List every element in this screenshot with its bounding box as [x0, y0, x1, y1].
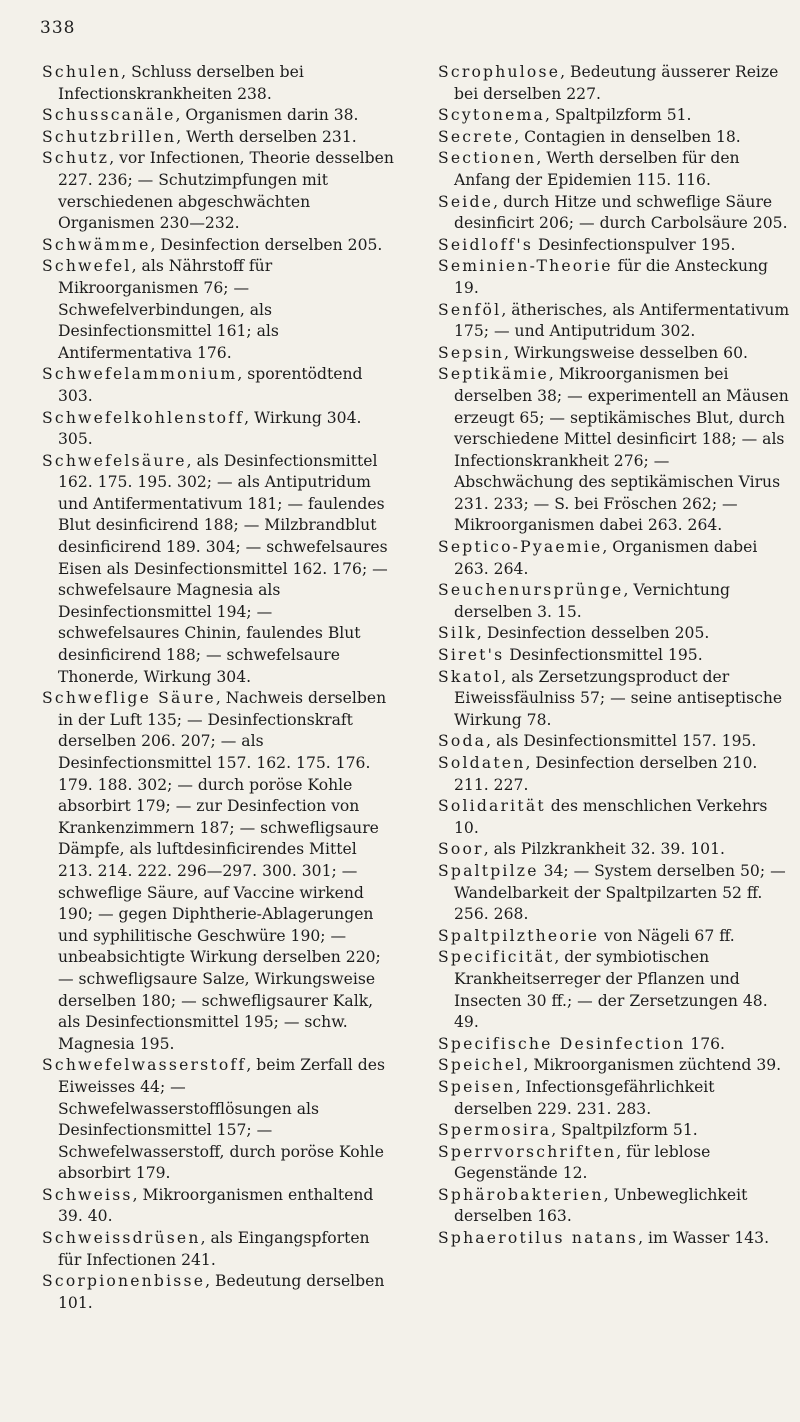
index-entry	[42, 105, 394, 127]
index-entry	[438, 1142, 790, 1185]
index-entry-text: , Desinfection desselben 205.	[476, 624, 710, 643]
index-entry	[438, 235, 790, 257]
index-entry-text: , beim Zerfall des Eiweisses 44; — Schwefelwasserstofflösungen als Desinfectionsmittel 157; — Schwefelwasserstoff, durch poröse Kohle absorbirt 179.	[58, 1056, 385, 1183]
index-entry-head: Seuchenursprünge	[438, 581, 624, 600]
index-entry-text: , Organismen darin 38.	[175, 106, 359, 125]
index-entry-text: , als Zersetzungsproduct der Eiweissfäulniss 57; — seine antiseptische Wirkung 78.	[454, 667, 783, 729]
index-entry	[438, 947, 790, 1033]
index-entry-text: , der symbiotischen Krankheitserreger der Pflanzen und Insecten 30 ff.; — der Zersetzungen 48. 49.	[454, 948, 768, 1032]
index-entry-head: Septico-Pyaemie	[438, 538, 603, 557]
index-entry	[438, 796, 790, 839]
index-entry-text: , Mikroorganismen enthaltend 39. 40.	[58, 1185, 374, 1226]
index-entry	[438, 256, 790, 299]
index-entry	[438, 1228, 790, 1250]
index-entry	[438, 127, 790, 149]
page-number: 338	[40, 18, 76, 38]
index-entry	[438, 105, 790, 127]
index-entry-text: des menschlichen Verkehrs 10.	[454, 797, 768, 837]
index-entry	[438, 1120, 790, 1142]
index-entry-head: Schulen	[42, 63, 122, 81]
index-entry-head: Solidarität	[438, 797, 546, 816]
index-entry-head: Soda	[438, 732, 487, 751]
index-entry-text: , im Wasser 143.	[638, 1229, 770, 1248]
index-entry-head: Schwefelwasserstoff	[42, 1056, 247, 1075]
index-entry-text: , Bedeutung äusserer Reize bei derselben 227.	[454, 63, 779, 103]
index-entry-head: Silk	[438, 624, 477, 643]
index-entry-text: für die Ansteckung 19.	[454, 257, 769, 297]
index-entry-head: Schwefelammonium	[42, 365, 238, 384]
index-entry	[438, 731, 790, 753]
index-entry-text: 176.	[685, 1034, 726, 1053]
index-entry-text: , Schluss derselben bei Infectionskrankheiten 238.	[58, 63, 304, 103]
index-entry	[42, 364, 394, 407]
index-entry	[42, 127, 394, 149]
index-entry-head: Skatol	[438, 667, 502, 686]
index-entry	[438, 364, 790, 537]
index-entry-text: , Desinfection derselben 210. 211. 227.	[454, 754, 758, 794]
index-entry-text: , Wirkung 304. 305.	[58, 408, 362, 449]
index-entry	[42, 688, 394, 1055]
index-entry	[438, 148, 790, 191]
index-entry-head: Scytonema	[438, 106, 546, 125]
index-entry-text: , Spaltpilzform 51.	[545, 106, 692, 125]
index-entry	[438, 667, 790, 732]
index-entry-head: Seminien-Theorie	[438, 257, 613, 276]
index-entry-text: , Bedeutung derselben 101.	[58, 1272, 385, 1312]
index-entry-text: , durch Hitze und schweflige Säure desinficirt 206; — durch Carbolsäure 205.	[454, 192, 788, 233]
index-entry-head: Speichel	[438, 1056, 524, 1075]
index-entry-head: Schutz	[42, 149, 110, 168]
index-entry-text: 34; — System derselben 50; — Wandelbarkeit der Spaltpilzarten 52 ff. 256. 268.	[454, 861, 786, 924]
index-entry	[42, 1055, 394, 1185]
index-entry	[438, 343, 790, 365]
index-entry-head: Spaltpilze	[438, 861, 539, 880]
index-entry-head: Sphaerotilus natans	[438, 1229, 639, 1248]
index-entry-text: , als Desinfectionsmittel 157. 195.	[486, 732, 757, 751]
index-entry-head: Sphärobakterien	[438, 1185, 604, 1204]
index-entry-head: Sperrvorschriften	[438, 1142, 617, 1161]
index-entry-text: , vor Infectionen, Theorie desselben 227. 236; — Schutzimpfungen mit verschiedenen abgeschwächten Organismen 230—232.	[58, 149, 394, 233]
index-entry-head: Scrophulose	[438, 63, 561, 81]
index-entry-head: Specifische Desinfection	[438, 1034, 686, 1053]
index-entry-head: Seidloff's	[438, 235, 534, 254]
index-entry-text: Desinfectionspulver 195.	[533, 235, 736, 254]
index-entry	[438, 1185, 790, 1228]
index-entry-text: , Contagien in denselben 18.	[514, 127, 741, 146]
index-entry-text: , Mikroorganismen züchtend 39.	[523, 1056, 782, 1075]
index-entry-text: , Nachweis derselben in der Luft 135; — Desinfectionskraft derselben 206. 207; — als Desinfectionsmittel 157. 162. 175. 176. 179. 188. 302; — durch poröse Kohle absorbirt 179; — zur Desinfection von Krankenzimmern 187; — schwefligsaure Dämpfe, als luftdesinficirendes Mittel 213. 214. 222. 296—297. 300. 301; — schweflige Säure, auf Vaccine wirkend 190; — gegen Diphtherie-Ablagerungen und syphilitische Geschwüre 190; — unbeabsichtigte Wirkung derselben 220; — schwefligsaure Salze, Wirkungsweise derselben 180; — schwefligsaurer Kalk, als Desinfectionsmittel 195; — schw. Magnesia 195.	[58, 689, 387, 1053]
index-entry-text: , Unbeweglichkeit derselben 163.	[454, 1185, 748, 1226]
index-entry	[438, 753, 790, 796]
index-entry	[438, 1034, 790, 1056]
index-entry-text: , sporentödtend 303.	[58, 365, 363, 405]
index-entry-head: Siret's	[438, 646, 505, 665]
index-entry	[42, 148, 394, 234]
index-entry-text: , für leblose Gegenstände 12.	[454, 1142, 711, 1183]
index-entry-text: von Nägeli 67 ff.	[599, 926, 735, 945]
index-entry	[438, 861, 790, 926]
index-entry	[438, 537, 790, 580]
index-entry-text: , Organismen dabei 263. 264.	[454, 538, 758, 578]
index-entry-head: Sectionen	[438, 149, 537, 168]
index-entry-head: Soldaten	[438, 754, 526, 772]
index-entry-text: , Desinfection derselben 205.	[150, 235, 383, 254]
index-entry-text: Desinfectionsmittel 195.	[504, 646, 703, 665]
index-entry-head: Spaltpilztheorie	[438, 926, 600, 945]
index-entry-text: , als Desinfectionsmittel 162. 175. 195. 302; — als Antiputridum und Antifermentativum 181; — faulendes Blut desinficirend 188; — Milzbrandblut desinficirend 189. 304; — schwefelsaures Eisen als Desinfectionsmittel 162. 176; — schwefelsaure Magnesia als Desinfectionsmittel 194; — schwefelsaures Chinin, faulendes Blut desinficirend 188; — schwefelsaure Thonerde, Wirkung 304.	[58, 451, 388, 686]
index-entry-head: Seide	[438, 192, 494, 211]
index-entry-head: Schweiss	[42, 1185, 133, 1204]
index-entry	[42, 256, 394, 364]
index-entry-head: Schweflige Säure	[42, 689, 216, 708]
index-entry	[438, 926, 790, 948]
index-entry	[438, 1077, 790, 1120]
index-entry	[438, 839, 790, 861]
index-entry-head: Schweissdrüsen	[42, 1229, 201, 1248]
index-column-left	[42, 62, 394, 1314]
index-entry	[42, 1228, 394, 1271]
index-entry-text: , Wirkungsweise desselben 60.	[504, 343, 748, 362]
index-entry-head: Soor	[438, 840, 484, 859]
index-entry-head: Scorpionenbisse	[42, 1272, 206, 1291]
index-entry-text: , Vernichtung derselben 3. 15.	[454, 581, 731, 621]
index-entry-head: Schwämme	[42, 235, 151, 254]
index-entry-text: , als Nährstoff für Mikroorganismen 76; — Schwefelverbindungen, als Desinfectionsmittel 161; als Antifermentativa 176.	[58, 257, 279, 362]
index-entry	[438, 192, 790, 235]
index-entry	[438, 623, 790, 645]
index-entry-head: Specificität	[438, 948, 555, 967]
index-entry-head: Schwefelkohlenstoff	[42, 408, 245, 427]
index-entry	[42, 235, 394, 257]
index-entry	[438, 645, 790, 667]
index-entry-text: , als Pilzkrankheit 32. 39. 101.	[483, 840, 725, 859]
index-entry-head: Schusscanäle	[42, 106, 176, 125]
index-entry	[42, 62, 394, 105]
index-entry-head: Speisen	[438, 1077, 516, 1096]
index-entry	[42, 1271, 394, 1314]
index-entry-text: , Werth derselben für den Anfang der Epidemien 115. 116.	[454, 149, 740, 189]
index-entry-head: Septikämie	[438, 365, 549, 384]
index-entry-head: Schutzbrillen	[42, 127, 177, 146]
index-entry	[438, 300, 790, 343]
index-entry-text: , Mikroorganismen bei derselben 38; — experimentell an Mäusen erzeugt 65; — septikämisches Blut, durch verschiedene Mittel desinficirt 188; — als Infectionskrankheit 276; — Abschwächung des septikämischen Virus 231. 233; — S. bei Fröschen 262; — Mikroorganismen dabei 263. 264.	[454, 365, 789, 535]
index-entry	[438, 62, 790, 105]
index-entry-head: Senföl	[438, 300, 502, 319]
index-entry-head: Sepsin	[438, 343, 505, 362]
index-entry	[42, 408, 394, 451]
index-entry	[438, 1055, 790, 1077]
index-entry	[438, 580, 790, 623]
index-entry-text: , ätherisches, als Antifermentativum 175; — und Antiputridum 302.	[454, 300, 790, 341]
index-entry-head: Secrete	[438, 127, 515, 146]
index-entry-head: Spermosira	[438, 1121, 552, 1140]
index-entry-text: , als Eingangspforten für Infectionen 241.	[58, 1229, 370, 1269]
index-entry-head: Schwefelsäure	[42, 451, 187, 470]
index-column-right	[438, 62, 790, 1250]
index-entry	[42, 1185, 394, 1228]
index-entry-text: , Werth derselben 231.	[176, 127, 357, 146]
index-entry-head: Schwefel	[42, 257, 132, 276]
index-entry-text: , Infectionsgefährlichkeit derselben 229. 231. 283.	[454, 1077, 715, 1118]
index-entry-text: , Spaltpilzform 51.	[551, 1121, 698, 1140]
index-entry	[42, 451, 394, 689]
